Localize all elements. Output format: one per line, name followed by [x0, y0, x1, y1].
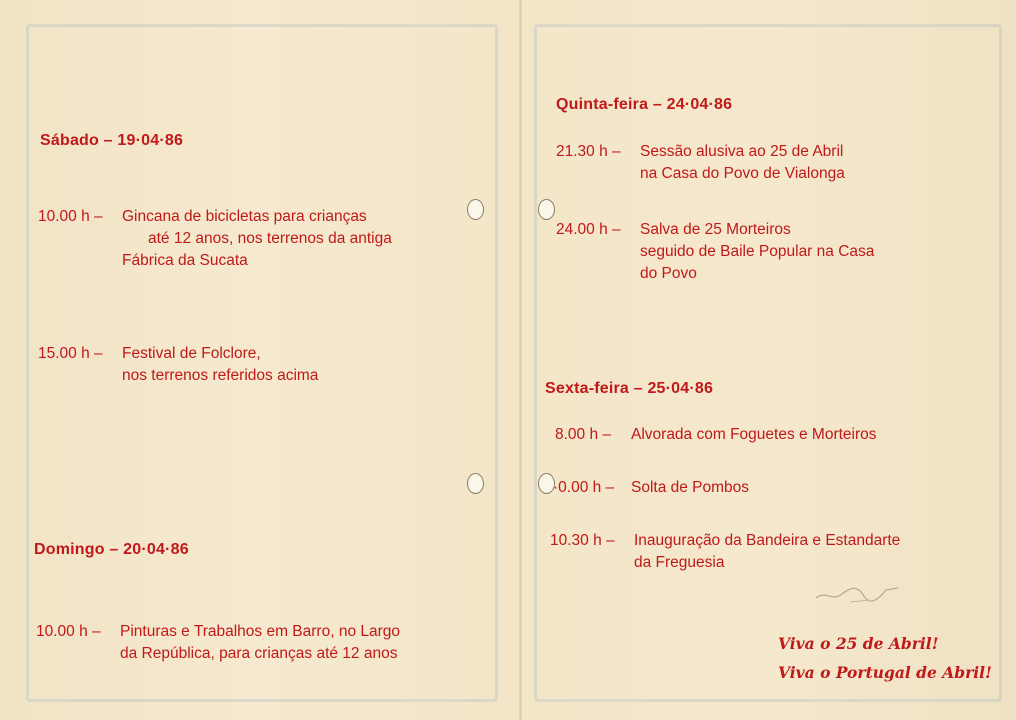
event-time: 10.00 h –: [36, 623, 101, 640]
punch-hole: [538, 199, 555, 220]
event-line: Gincana de bicicletas para crianças: [122, 208, 367, 225]
event-thursday-2400: [556, 219, 976, 289]
event-line: Solta de Pombos: [631, 479, 750, 496]
heading-dash: –: [633, 380, 648, 397]
event-line: nos terrenos referidos acima: [122, 367, 319, 384]
saturday-heading: [40, 132, 183, 150]
event-thursday-2130: [556, 141, 976, 187]
event-line: Festival de Folclore,: [122, 345, 261, 362]
thursday-date: 24·04·86: [666, 96, 733, 113]
event-line: Fábrica da Sucata: [122, 252, 248, 269]
punch-hole: [467, 473, 484, 494]
event-time: 8.00 h –: [555, 426, 612, 443]
thursday-heading: [556, 96, 732, 114]
sunday-day: Domingo: [34, 541, 105, 558]
saturday-date: 19·04·86: [117, 132, 184, 149]
friday-date: 25·04·86: [647, 380, 714, 397]
event-friday-1030: [550, 530, 990, 576]
event-line: seguido de Baile Popular na Casa: [640, 243, 875, 260]
event-time: 24.00 h –: [556, 221, 621, 238]
saturday-day: Sábado: [40, 132, 99, 149]
punch-hole: [467, 199, 484, 220]
event-line: da Freguesia: [634, 554, 725, 571]
event-line: na Casa do Povo de Vialonga: [640, 165, 845, 182]
slogan-1: Viva o 25 de Abril!: [778, 634, 939, 653]
event-line: Salva de 25 Morteiros: [640, 221, 791, 238]
sunday-heading: [34, 541, 189, 559]
sunday-date: 20·04·86: [123, 541, 189, 558]
event-line: Sessão alusiva ao 25 de Abril: [640, 143, 844, 160]
heading-dash: –: [103, 132, 118, 149]
event-time: 10.00 h –: [38, 208, 103, 225]
event-saturday-1500: [38, 343, 468, 389]
event-line: Alvorada com Foguetes e Morteiros: [631, 426, 877, 443]
event-line: do Povo: [640, 265, 697, 282]
signature-scribble: [812, 580, 902, 606]
event-friday-0800: [555, 424, 975, 448]
event-time: 15.00 h –: [38, 345, 103, 362]
friday-day: Sexta-feira: [545, 380, 630, 397]
event-line: Inauguração da Bandeira e Estandarte: [634, 532, 901, 549]
friday-heading: [545, 380, 713, 398]
center-fold: [519, 0, 522, 720]
event-sunday-1000: [36, 621, 486, 667]
event-time: 21.30 h –: [556, 143, 621, 160]
event-friday-pombos: [553, 477, 973, 501]
thursday-day: Quinta-feira: [556, 96, 649, 113]
event-line: até 12 anos, nos terrenos da antiga: [148, 230, 392, 247]
heading-dash: –: [652, 96, 667, 113]
event-line: Pinturas e Trabalhos em Barro, no Largo: [120, 623, 401, 640]
slogan-2: Viva o Portugal de Abril!: [778, 663, 992, 682]
heading-dash: –: [109, 541, 124, 558]
event-time: ·0.00 h –: [553, 479, 615, 496]
event-saturday-1000: [38, 206, 468, 276]
event-time: 10.30 h –: [550, 532, 615, 549]
event-line: da República, para crianças até 12 anos: [120, 645, 398, 662]
right-page-frame: [534, 24, 1002, 702]
